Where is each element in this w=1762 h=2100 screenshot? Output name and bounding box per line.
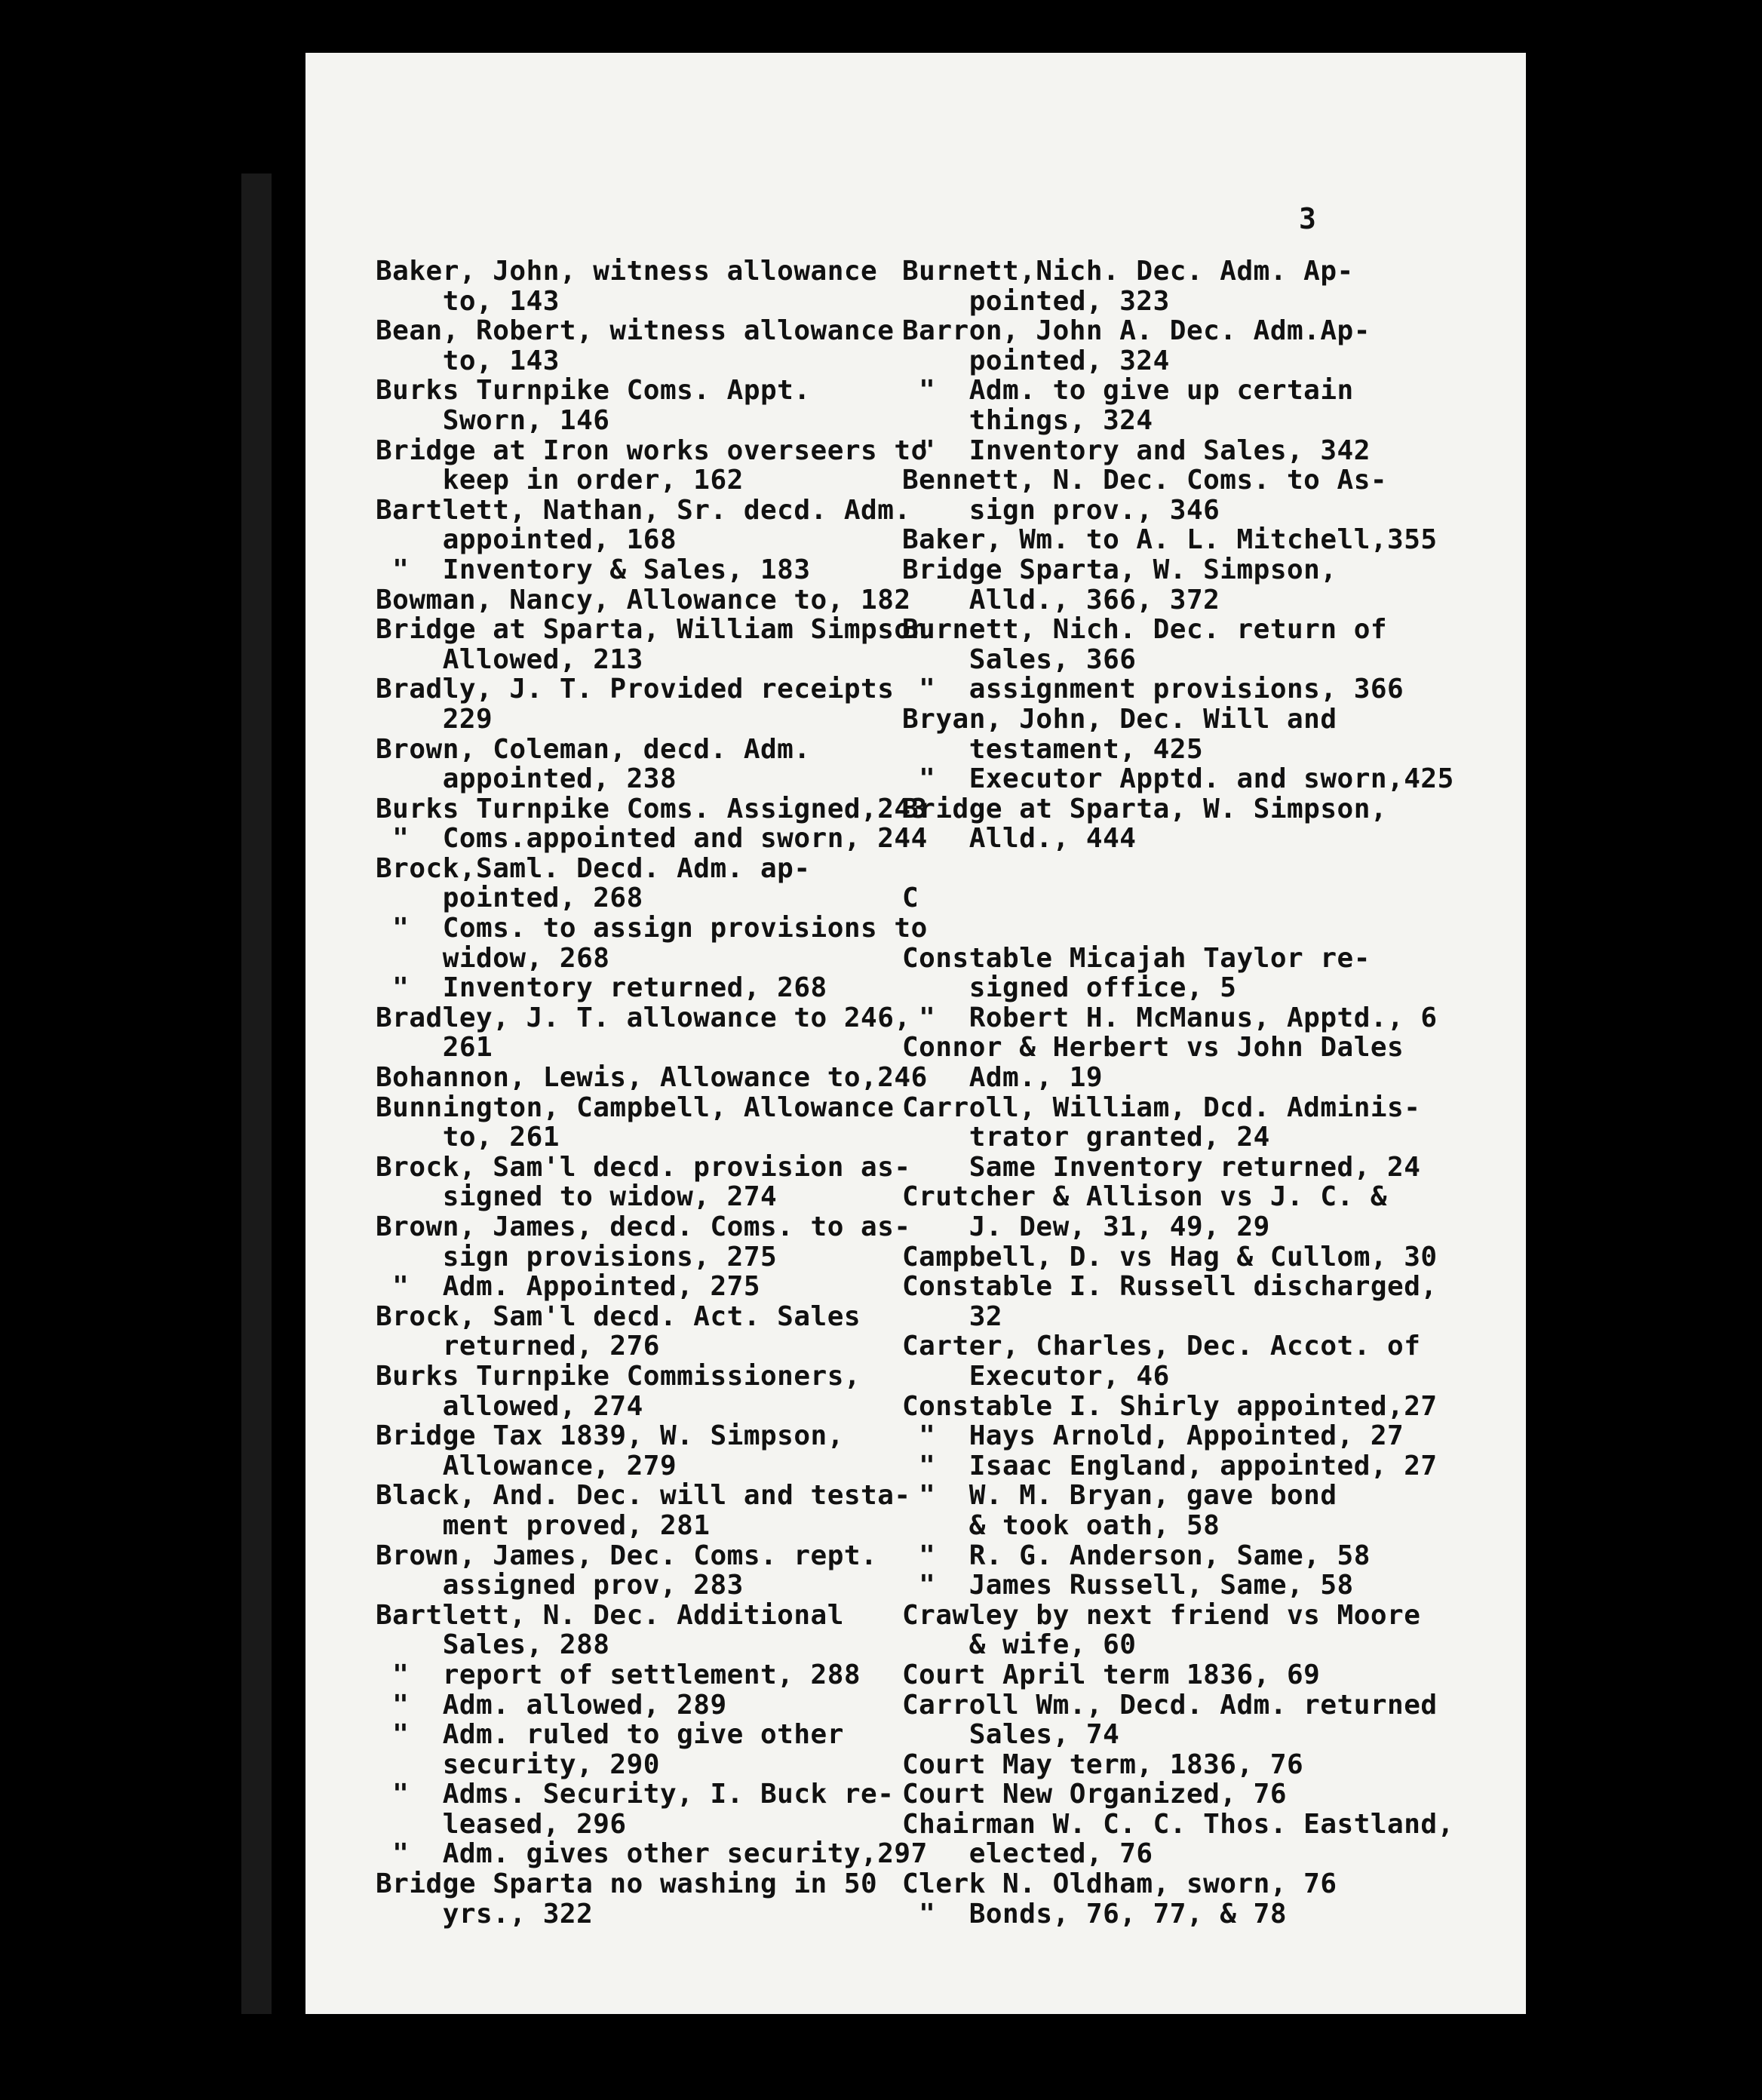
index-entry-line: yrs., 322 xyxy=(376,1898,594,1930)
index-entry-line: " report of settlement, 288 xyxy=(376,1659,861,1690)
index-entry-line: Executor, 46 xyxy=(902,1360,1170,1392)
index-entry-line: Brock,Saml. Decd. Adm. ap- xyxy=(376,852,811,884)
index-entry-line: Bridge at Sparta, W. Simpson, xyxy=(902,793,1388,824)
index-entry-line: Constable Micajah Taylor re- xyxy=(902,942,1371,974)
index-entry-line: Alld., 366, 372 xyxy=(902,584,1220,616)
index-entry-line: Alld., 444 xyxy=(902,823,1137,855)
index-entry-line: Court April term 1836, 69 xyxy=(902,1659,1321,1690)
index-entry-line: Constable I. Russell discharged, xyxy=(902,1271,1438,1303)
index-entry-line: widow, 268 xyxy=(376,942,610,974)
index-entry-line: Burks Turnpike Coms. Assigned,243 xyxy=(376,793,928,824)
index-entry-line: leased, 296 xyxy=(376,1808,627,1840)
index-entry-line: Bartlett, N. Dec. Additional xyxy=(376,1599,844,1631)
index-entry-line: " Adm. allowed, 289 xyxy=(376,1689,727,1721)
index-entry-line: Burnett,Nich. Dec. Adm. Ap- xyxy=(902,256,1354,287)
index-entry-line: pointed, 323 xyxy=(902,285,1170,317)
index-entry-line: Bridge Sparta no washing in 50 xyxy=(376,1868,878,1900)
index-entry-line: C xyxy=(902,883,919,914)
index-entry-line: " James Russell, Same, 58 xyxy=(902,1570,1354,1601)
index-entry-line: pointed, 268 xyxy=(376,883,643,914)
index-entry-line: Constable I. Shirly appointed,27 xyxy=(902,1390,1438,1422)
index-entry-line: appointed, 238 xyxy=(376,763,677,795)
page-number: 3 xyxy=(1299,202,1316,235)
index-entry-line: Bradley, J. T. allowance to 246, xyxy=(376,1002,911,1033)
index-entry-line: Same Inventory returned, 24 xyxy=(902,1151,1421,1183)
index-entry-line: " Isaac England, appointed, 27 xyxy=(902,1450,1438,1481)
index-entry-line: Clerk N. Oldham, sworn, 76 xyxy=(902,1868,1337,1900)
index-entry-line: sign prov., 346 xyxy=(902,494,1220,526)
index-entry-line: Brown, James, Dec. Coms. rept. xyxy=(376,1540,878,1571)
index-entry-line: Bradly, J. T. Provided receipts xyxy=(376,674,895,705)
index-entry-line: Carter, Charles, Dec. Accot. of xyxy=(902,1331,1421,1362)
index-entry-line: Allowance, 279 xyxy=(376,1450,677,1481)
index-entry-line: Burks Turnpike Coms. Appt. xyxy=(376,375,811,407)
index-entry-line: Bean, Robert, witness allowance xyxy=(376,315,895,347)
index-entry-line: Bridge Sparta, W. Simpson, xyxy=(902,554,1337,585)
index-entry-line: Black, And. Dec. will and testa- xyxy=(376,1480,911,1512)
index-entry-line: Bridge Tax 1839, W. Simpson, xyxy=(376,1420,844,1452)
index-entry-line: allowed, 274 xyxy=(376,1390,643,1422)
index-entry-line: Brown, Coleman, decd. Adm. xyxy=(376,733,811,765)
index-entry-line: " Adm. to give up certain xyxy=(902,375,1354,407)
index-entry-line: Bowman, Nancy, Allowance to, 182 xyxy=(376,584,911,616)
index-entry-line: & wife, 60 xyxy=(902,1629,1137,1661)
index-entry-line: Bennett, N. Dec. Coms. to As- xyxy=(902,465,1388,496)
index-entry-line: Barron, John A. Dec. Adm.Ap- xyxy=(902,315,1371,347)
index-entry-line: & took oath, 58 xyxy=(902,1509,1220,1541)
index-entry-line: Allowed, 213 xyxy=(376,643,643,675)
index-entry-line: " Inventory and Sales, 342 xyxy=(902,434,1371,466)
index-entry-line: Bohannon, Lewis, Allowance to,246 xyxy=(376,1062,928,1094)
index-entry-line: " Inventory returned, 268 xyxy=(376,972,827,1004)
index-entry-line: Carroll Wm., Decd. Adm. returned xyxy=(902,1689,1438,1721)
index-entry-line: Sales, 74 xyxy=(902,1719,1120,1751)
index-entry-line: Carroll, William, Dcd. Adminis- xyxy=(902,1091,1421,1123)
index-entry-line: Campbell, D. vs Hag & Cullom, 30 xyxy=(902,1241,1438,1273)
index-entry-line xyxy=(902,854,1370,884)
index-column-left xyxy=(376,256,928,1930)
index-entry-line: Adm., 19 xyxy=(902,1062,1104,1094)
index-entry-line: Baker, John, witness allowance xyxy=(376,256,878,287)
index-entry-line: Bridge at Sparta, William Simpson xyxy=(376,614,928,646)
index-entry-line: " Adms. Security, I. Buck re- xyxy=(376,1779,895,1810)
index-entry-line: elected, 76 xyxy=(902,1838,1153,1870)
index-entry-line xyxy=(902,913,1370,944)
index-entry-line: Sales, 366 xyxy=(902,643,1137,675)
index-entry-line: Bunnington, Campbell, Allowance xyxy=(376,1091,895,1123)
index-entry-line: Court May term, 1836, 76 xyxy=(902,1748,1304,1780)
index-entry-line: testament, 425 xyxy=(902,733,1204,765)
index-entry-line: Chairman W. C. C. Thos. Eastland, xyxy=(902,1808,1454,1840)
index-entry-line: sign provisions, 275 xyxy=(376,1241,778,1273)
index-entry-line: to, 143 xyxy=(376,285,560,317)
index-entry-line: ment proved, 281 xyxy=(376,1509,711,1541)
index-entry-line: 32 xyxy=(902,1300,1003,1332)
index-entry-line: Brock, Sam'l decd. Act. Sales xyxy=(376,1300,861,1332)
index-entry-line: 261 xyxy=(376,1032,493,1064)
index-entry-line: signed office, 5 xyxy=(902,972,1237,1004)
index-entry-line: " Coms.appointed and sworn, 244 xyxy=(376,823,928,855)
index-column-right xyxy=(902,256,1454,1930)
index-entry-line: appointed, 168 xyxy=(376,524,677,556)
index-entry-line: Court New Organized, 76 xyxy=(902,1779,1287,1810)
page-edge-shadow xyxy=(241,173,272,2014)
index-entry-line: " R. G. Anderson, Same, 58 xyxy=(902,1540,1371,1571)
index-entry-line: Connor & Herbert vs John Dales xyxy=(902,1032,1404,1064)
index-entry-line: " Executor Apptd. and sworn,425 xyxy=(902,763,1454,795)
index-entry-line: " assignment provisions, 366 xyxy=(902,674,1404,705)
index-entry-line: Crutcher & Allison vs J. C. & xyxy=(902,1181,1388,1213)
index-entry-line: to, 261 xyxy=(376,1122,560,1153)
index-entry-line: keep in order, 162 xyxy=(376,465,744,496)
index-entry-line: J. Dew, 31, 49, 29 xyxy=(902,1211,1270,1242)
index-entry-line: " Hays Arnold, Appointed, 27 xyxy=(902,1420,1404,1452)
index-entry-line: Sworn, 146 xyxy=(376,404,610,436)
index-entry-line: things, 324 xyxy=(902,404,1153,436)
index-entry-line: assigned prov, 283 xyxy=(376,1570,744,1601)
index-entry-line: " Inventory & Sales, 183 xyxy=(376,554,811,585)
index-entry-line: Bridge at Iron works overseers to xyxy=(376,434,928,466)
index-entry-line: pointed, 324 xyxy=(902,345,1170,376)
index-entry-line: " Bonds, 76, 77, & 78 xyxy=(902,1898,1287,1930)
index-entry-line: " Coms. to assign provisions to xyxy=(376,913,928,944)
index-entry-line: to, 143 xyxy=(376,345,560,376)
index-entry-line: Bartlett, Nathan, Sr. decd. Adm. xyxy=(376,494,911,526)
index-entry-line: Crawley by next friend vs Moore xyxy=(902,1599,1421,1631)
index-entry-line: security, 290 xyxy=(376,1748,660,1780)
index-entry-line: " Adm. ruled to give other xyxy=(376,1719,844,1751)
index-entry-line: " Robert H. McManus, Apptd., 6 xyxy=(902,1002,1438,1033)
index-entry-line: returned, 276 xyxy=(376,1331,660,1362)
index-entry-line: Brown, James, decd. Coms. to as- xyxy=(376,1211,911,1242)
index-entry-line: " W. M. Bryan, gave bond xyxy=(902,1480,1337,1512)
index-entry-line: Bryan, John, Dec. Will and xyxy=(902,703,1337,735)
index-entry-line: trator granted, 24 xyxy=(902,1122,1270,1153)
index-entry-line: 229 xyxy=(376,703,493,735)
index-entry-line: signed to widow, 274 xyxy=(376,1181,778,1213)
index-entry-line: Burnett, Nich. Dec. return of xyxy=(902,614,1388,646)
index-entry-line: Baker, Wm. to A. L. Mitchell,355 xyxy=(902,524,1438,556)
index-entry-line: Sales, 288 xyxy=(376,1629,610,1661)
index-entry-line: Burks Turnpike Commissioners, xyxy=(376,1360,861,1392)
index-entry-line: " Adm. Appointed, 275 xyxy=(376,1271,760,1303)
index-entry-line: Brock, Sam'l decd. provision as- xyxy=(376,1151,911,1183)
index-entry-line: " Adm. gives other security,297 xyxy=(376,1838,928,1870)
